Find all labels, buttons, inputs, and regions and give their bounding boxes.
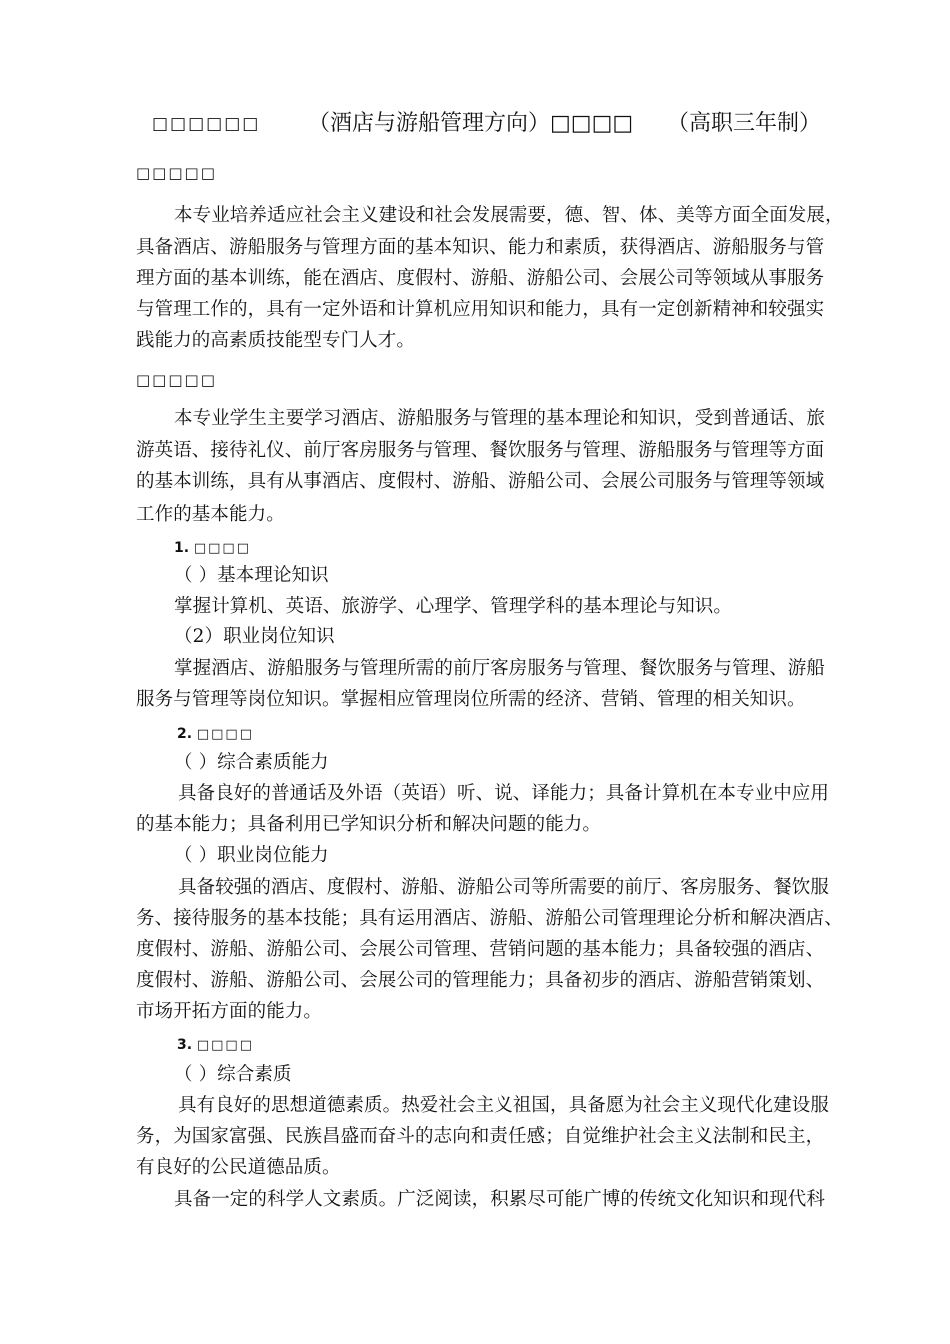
- knowledge-heading: [174, 536, 251, 560]
- knowledge-sub1-label: （ ）基本理论知识: [174, 565, 329, 586]
- knowledge-sub2-line: 服务与管理等岗位知识。掌握相应管理岗位所需的经济、营销、管理的相关知识。: [136, 689, 806, 710]
- quality-sub1-line: 具有良好的思想道德素质。热爱社会主义祖国，具备愿为社会主义现代化建设服: [178, 1095, 830, 1116]
- ability-sub2-line: 市场开拓方面的能力。: [136, 1001, 323, 1022]
- ability-sub2-line: 度假村、游船、游船公司、会展公司的管理能力；具备初步的酒店、游船营销策划、: [136, 970, 825, 991]
- section1-line: 与管理工作的，具有一定外语和计算机应用知识和能力，具有一定创新精神和较强实: [136, 299, 825, 320]
- section2-line: 的基本训练，具有从事酒店、度假村、游船、游船公司、会展公司服务与管理等领域: [136, 471, 825, 492]
- section1-line: 践能力的高素质技能型专门人才。: [136, 330, 416, 351]
- quality-number: 3.: [177, 1037, 193, 1053]
- ability-sub2-line: 度假村、游船、游船公司、会展公司管理、营销问题的基本能力；具备较强的酒店、: [136, 939, 825, 960]
- quality-sub1-line: 务，为国家富强、民族昌盛而奋斗的志向和责任感；自觉维护社会主义法制和民主，: [136, 1126, 825, 1147]
- quality-sub1-label: （ ）综合素质: [174, 1064, 292, 1085]
- quality-label: □□□□: [196, 1038, 254, 1053]
- ability-sub1-label: （ ）综合素质能力: [174, 752, 329, 773]
- ability-label: □□□□: [196, 727, 254, 742]
- section2-heading: □□□□□: [136, 371, 217, 389]
- ability-sub2-line: 务、接待服务的基本技能；具有运用酒店、游船、游船公司管理理论分析和解决酒店、: [136, 908, 843, 929]
- quality-sub1-line: 有良好的公民道德品质。: [136, 1157, 341, 1178]
- section1-line: 理方面的基本训练，能在酒店、度假村、游船、游船公司、会展公司等领域从事服务: [136, 268, 825, 289]
- ability-sub2-label: （ ）职业岗位能力: [174, 845, 329, 866]
- knowledge-sub2-label: （2）职业岗位知识: [174, 626, 335, 647]
- title-part3: （高职三年制）: [667, 111, 822, 136]
- title-part1: □□□□□□: [152, 114, 261, 134]
- knowledge-number: 1.: [174, 540, 190, 556]
- section1-heading: □□□□□: [136, 164, 217, 182]
- knowledge-sub2-line: 掌握酒店、游船服务与管理所需的前厅客房服务与管理、餐饮服务与管理、游船: [174, 658, 826, 679]
- section2-line: 游英语、接待礼仪、前厅客房服务与管理、餐饮服务与管理、游船服务与管理等方面: [136, 440, 825, 461]
- section2-line: 本专业学生主要学习酒店、游船服务与管理的基本理论和知识，受到普通话、旅: [174, 408, 826, 429]
- section1-line: 具备酒店、游船服务与管理方面的基本知识、能力和素质，获得酒店、游船服务与管: [136, 237, 825, 258]
- section1-line: 本专业培养适应社会主义建设和社会发展需要，德、智、体、美等方面全面发展，: [174, 205, 844, 226]
- ability-heading: [177, 722, 254, 746]
- ability-sub1-line: 具备良好的普通话及外语（英语）听、说、译能力；具备计算机在本专业中应用: [178, 783, 830, 804]
- knowledge-sub1-line: 掌握计算机、英语、旅游学、心理学、管理学科的基本理论与知识。: [174, 596, 733, 617]
- ability-number: 2.: [177, 726, 193, 742]
- quality-sub1-line: 具备一定的科学人文素质。广泛阅读，积累尽可能广博的传统文化知识和现代科: [174, 1189, 826, 1210]
- title-part2: （酒店与游船管理方向）□□□□: [308, 111, 634, 136]
- knowledge-label: □□□□: [193, 541, 251, 556]
- section2-line: 工作的基本能力。: [136, 504, 285, 525]
- ability-sub1-line: 的基本能力；具备利用已学知识分析和解决问题的能力。: [136, 814, 602, 835]
- quality-heading: [177, 1033, 254, 1057]
- ability-sub2-line: 具备较强的酒店、度假村、游船、游船公司等所需要的前厅、客房服务、餐饮服: [178, 877, 830, 898]
